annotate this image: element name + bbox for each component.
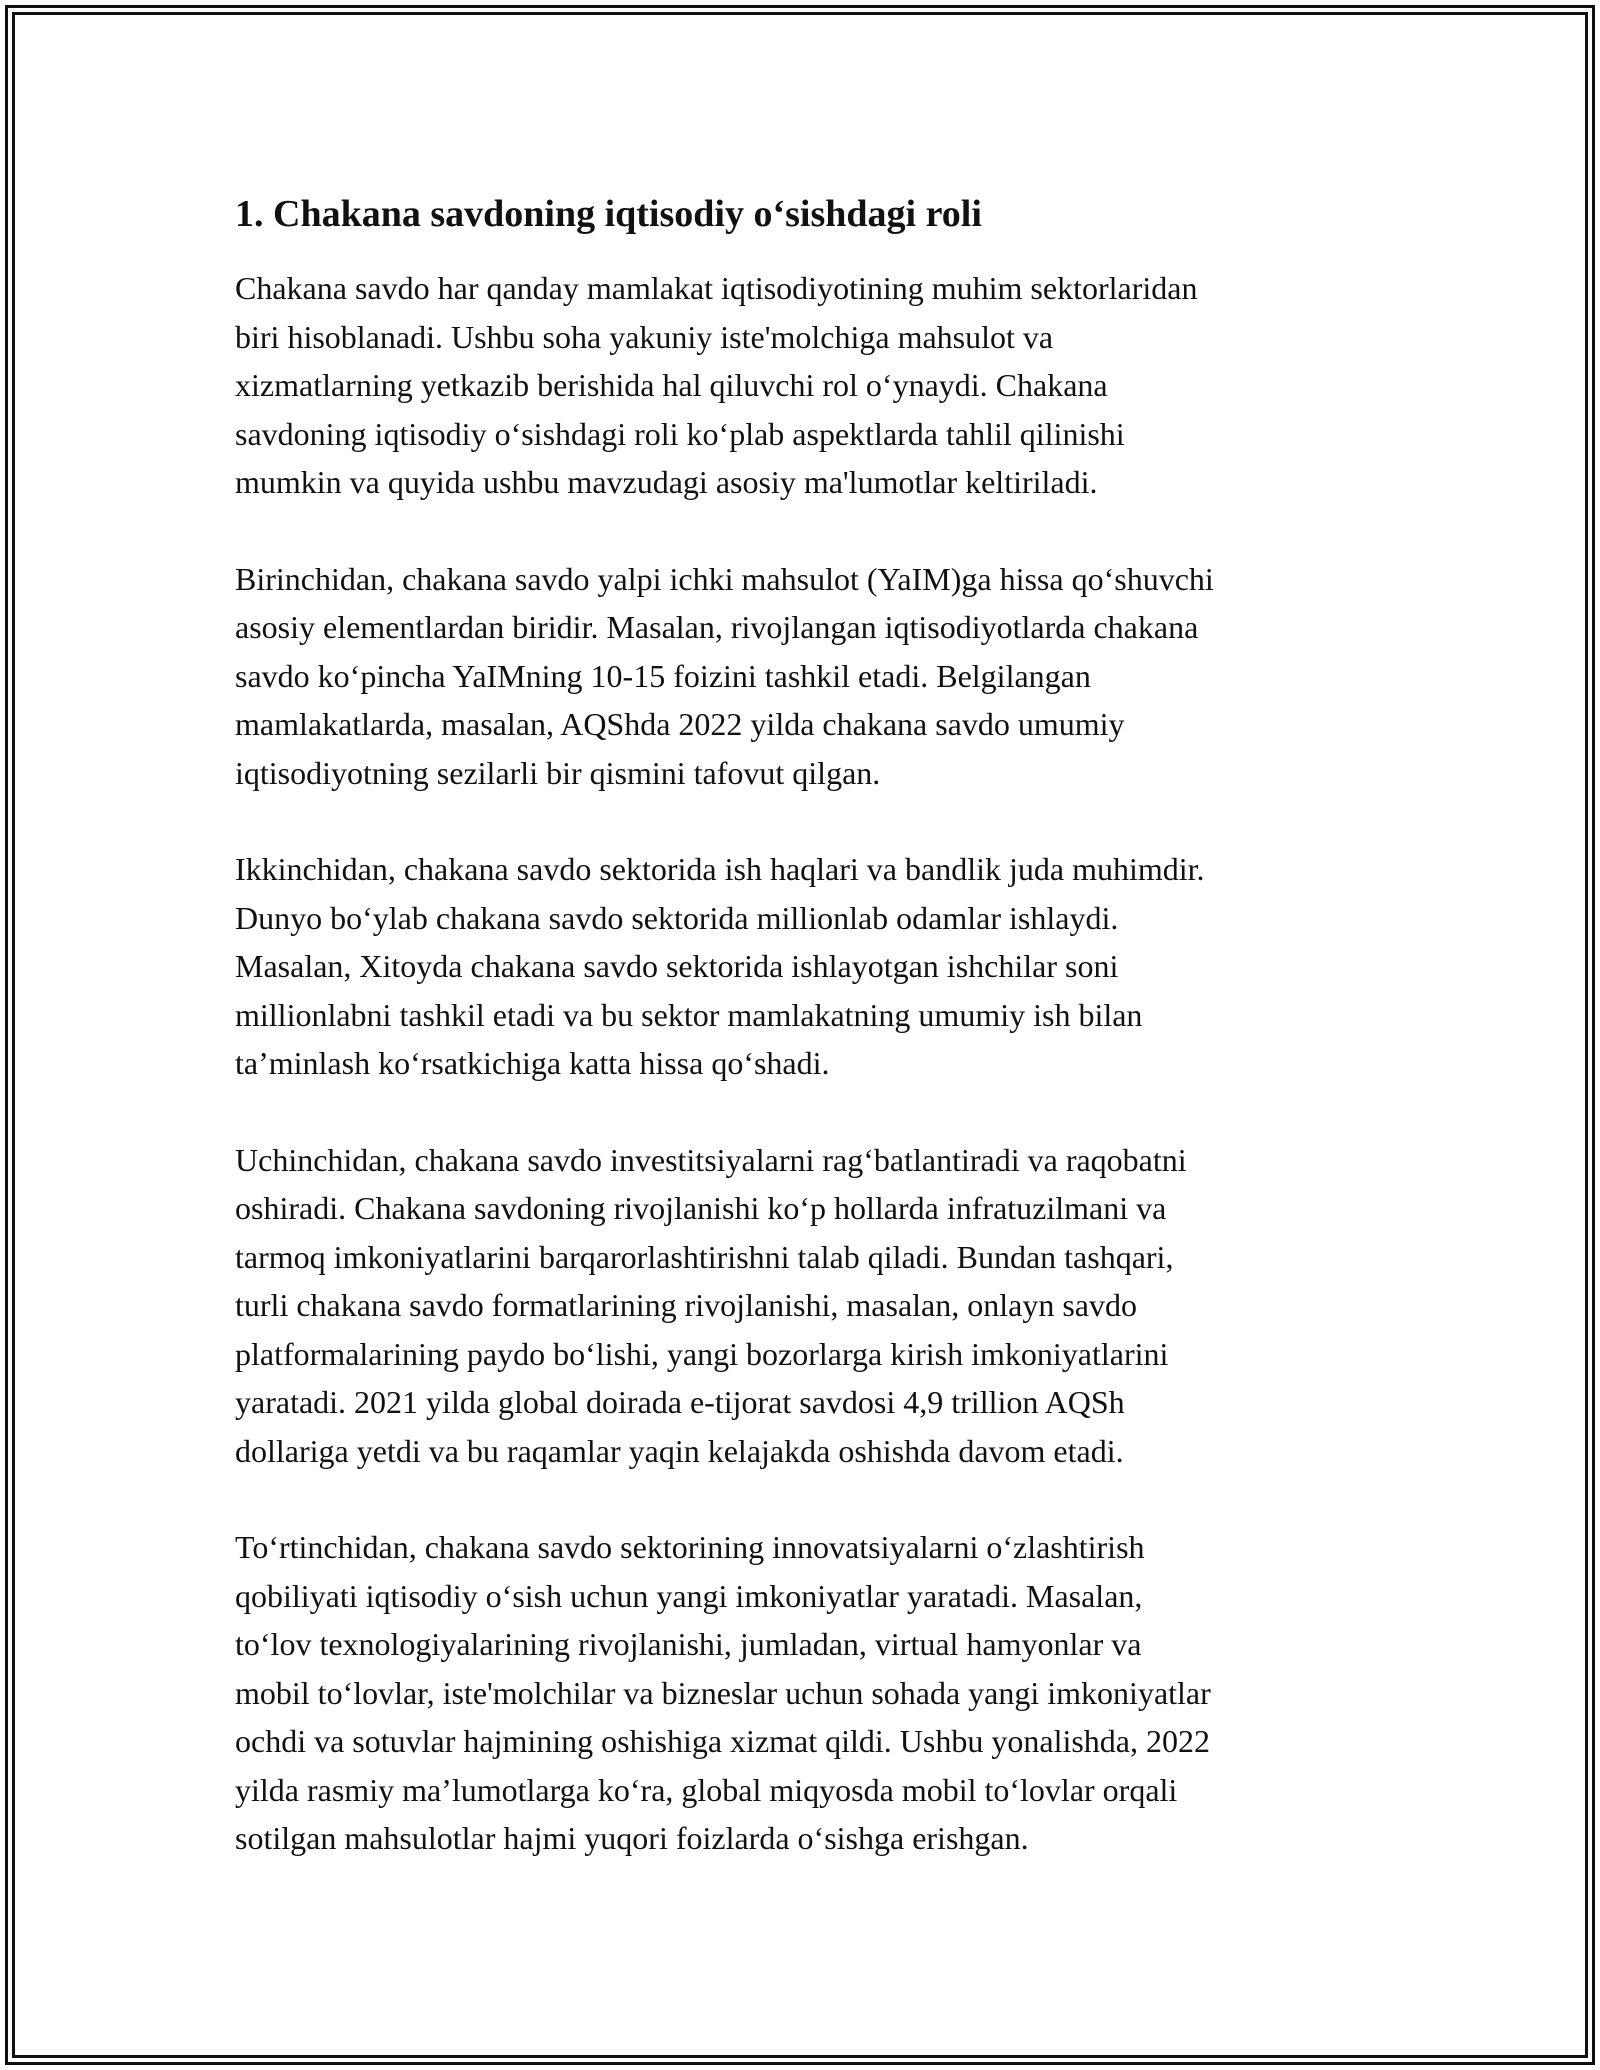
text-line: iqtisodiyotning sezilarli bir qismini tafovut qilgan.	[235, 754, 881, 791]
text-line: xizmatlarning yetkazib berishida hal qiluvchi rol o‘ynaydi. Chakana	[235, 367, 1108, 403]
text-line: millionlabni tashkil etadi va bu sektor mamlakatning umumiy ish bilan	[235, 996, 1143, 1033]
text-line: Dunyo bo‘ylab chakana savdo sektorida millionlab odamlar ishlaydi.	[235, 899, 1119, 936]
text-line: Masalan, Xitoyda chakana savdo sektorida ishlayotgan ishchilar soni	[235, 948, 1119, 984]
text-line: mumkin va quyida ushbu mavzudagi asosiy ma'lumotlar keltiriladi.	[235, 464, 1098, 500]
text-line: savdoning iqtisodiy o‘sishdagi roli ko‘plab aspektlarda tahlil qilinishi	[235, 415, 1125, 452]
section-title: 1. Chakana savdoning iqtisodiy o‘sishdagi roli	[235, 193, 982, 235]
text-line: mamlakatlarda, masalan, AQShda 2022 yilda chakana savdo umumiy	[235, 706, 1125, 742]
text-line: tarmoq imkoniyatlarini barqarorlashtirishni talab qiladi. Bundan tashqari,	[235, 1238, 1174, 1275]
text-line: ochdi va sotuvlar hajmining oshishiga xizmat qildi. Ushbu yonalishda, 2022	[235, 1723, 1210, 1759]
text-line: platformalarining paydo bo‘lishi, yangi bozorlarga kirish imkoniyatlarini	[235, 1335, 1169, 1372]
text-line: biri hisoblanadi. Ushbu soha yakuniy iste'molchiga mahsulot va	[235, 318, 1054, 355]
paragraph-first-point	[235, 555, 1385, 798]
text-line: savdo ko‘pincha YaIMning 10-15 foizini tashkil etadi. Belgilangan	[235, 657, 1091, 694]
paragraph-fourth-point	[235, 1523, 1385, 1863]
text-line: yaratadi. 2021 yilda global doirada e-tijorat savdosi 4,9 trillion AQSh	[235, 1384, 1125, 1420]
text-line: Birinchidan, chakana savdo yalpi ichki mahsulot (YaIM)ga hissa qo‘shuvchi	[235, 560, 1214, 597]
text-line: ta’minlash ko‘rsatkichiga katta hissa qo‘shadi.	[235, 1045, 830, 1081]
text-line: Ikkinchidan, chakana savdo sektorida ish haqlari va bandlik juda muhimdir.	[235, 851, 1205, 887]
text-line: asosiy elementlardan biridir. Masalan, rivojlangan iqtisodiyotlarda chakana	[235, 609, 1199, 645]
text-line: dollariga yetdi va bu raqamlar yaqin kelajakda oshishda davom etadi.	[235, 1432, 1124, 1469]
text-line: turli chakana savdo formatlarining rivojlanishi, masalan, onlayn savdo	[235, 1287, 1137, 1323]
text-line: Uchinchidan, chakana savdo investitsiyalarni rag‘batlantiradi va raqobatni	[235, 1141, 1187, 1178]
text-line: mobil to‘lovlar, iste'molchilar va bizneslar uchun sohada yangi imkoniyatlar	[235, 1674, 1211, 1711]
text-line: Chakana savdo har qanday mamlakat iqtisodiyotining muhim sektorlaridan	[235, 270, 1198, 306]
text-line: to‘lov texnologiyalarining rivojlanishi, jumladan, virtual hamyonlar va	[235, 1626, 1142, 1662]
paragraph-intro	[235, 264, 1385, 507]
text-line: sotilgan mahsulotlar hajmi yuqori foizlarda o‘sishga erishgan.	[235, 1820, 1029, 1856]
document-body	[235, 186, 1385, 1911]
text-line: qobiliyati iqtisodiy o‘sish uchun yangi imkoniyatlar yaratadi. Masalan,	[235, 1577, 1143, 1614]
paragraph-second-point	[235, 845, 1385, 1088]
text-line: To‘rtinchidan, chakana savdo sektorining innovatsiyalarni o‘zlashtirish	[235, 1529, 1145, 1565]
text-line: oshiradi. Chakana savdoning rivojlanishi ko‘p hollarda infratuzilmani va	[235, 1190, 1167, 1226]
paragraph-third-point	[235, 1136, 1385, 1476]
text-line: yilda rasmiy ma’lumotlarga ko‘ra, global miqyosda mobil to‘lovlar orqali	[235, 1771, 1178, 1808]
